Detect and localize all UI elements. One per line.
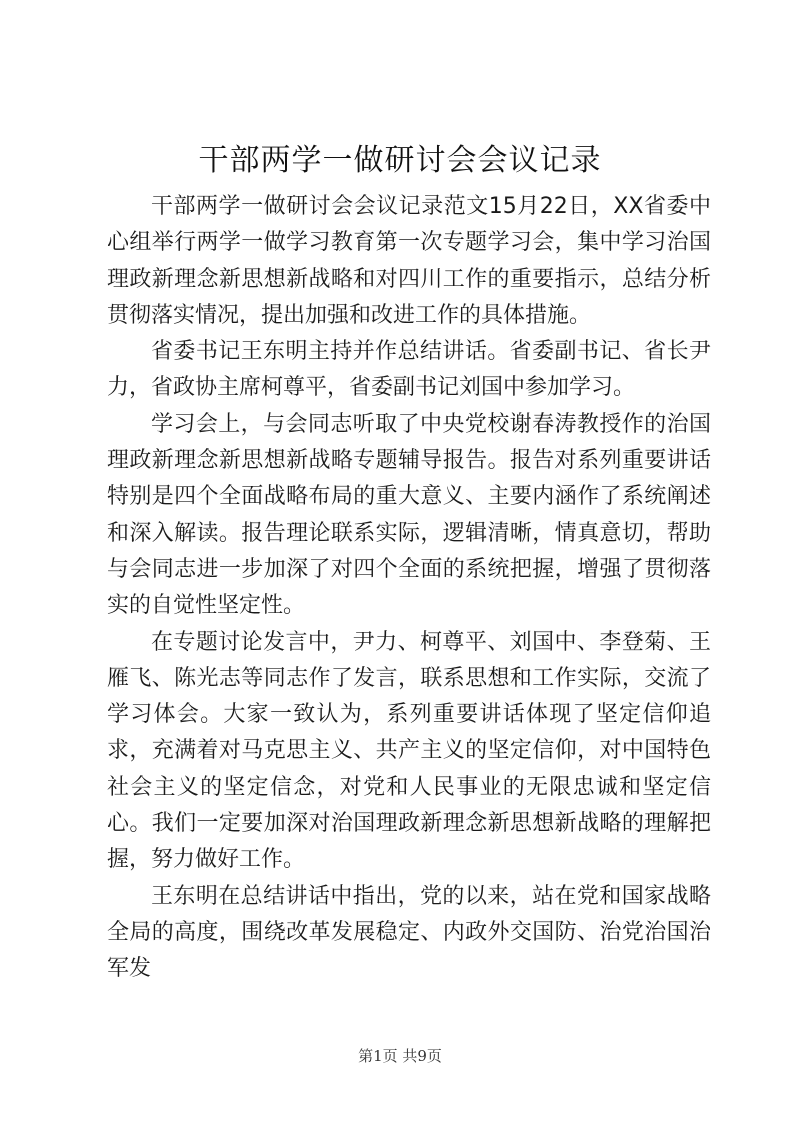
paragraph-1: 干部两学一做研讨会会议记录范文15月22日，XX省委中心组举行两学一做学习教育第一次专题学习会，集中学习治国理政新理念新思想新战略和对四川工作的重要指示，总结分析贯彻落实情况，提出加强和改进工作的具体措施。 — [107, 194, 711, 328]
paragraph-4: 在专题讨论发言中，尹力、柯尊平、刘国中、李登菊、王雁飞、陈光志等同志作了发言，联系思想和工作实际，交流了学习体会。大家一致认为，系列重要讲话体现了坚定信仰追求，充满着对马克思主义、共产主义的坚定信仰，对中国特色社会主义的坚定信念，对党和人民事业的无限忠诚和坚定信心。我们一定要加深对治国理政新理念新思想新战略的理解把握，努力做好工作。 — [107, 629, 711, 873]
paragraph-3: 学习会上，与会同志听取了中央党校谢春涛教授作的治国理政新理念新思想新战略专题辅导报告。报告对系列重要讲话特别是四个全面战略布局的重大意义、主要内涵作了系统阐述和深入解读。报告理论联系实际，逻辑清晰，情真意切，帮助与会同志进一步加深了对四个全面的系统把握，增强了贯彻落实的自觉性坚定性。 — [107, 411, 711, 619]
paragraph-2: 省委书记王东明主持并作总结讲话。省委副书记、省长尹力，省政协主席柯尊平，省委副书记刘国中参加学习。 — [107, 339, 711, 401]
page-number-footer: 第1页 共9页 — [358, 1047, 442, 1065]
paragraph-5: 王东明在总结讲话中指出，党的以来，站在党和国家战略全局的高度，围绕改革发展稳定、内政外交国防、治党治国治军发 — [107, 883, 711, 982]
document-title: 干部两学一做研讨会会议记录 — [198, 143, 602, 178]
document-body — [107, 189, 711, 988]
